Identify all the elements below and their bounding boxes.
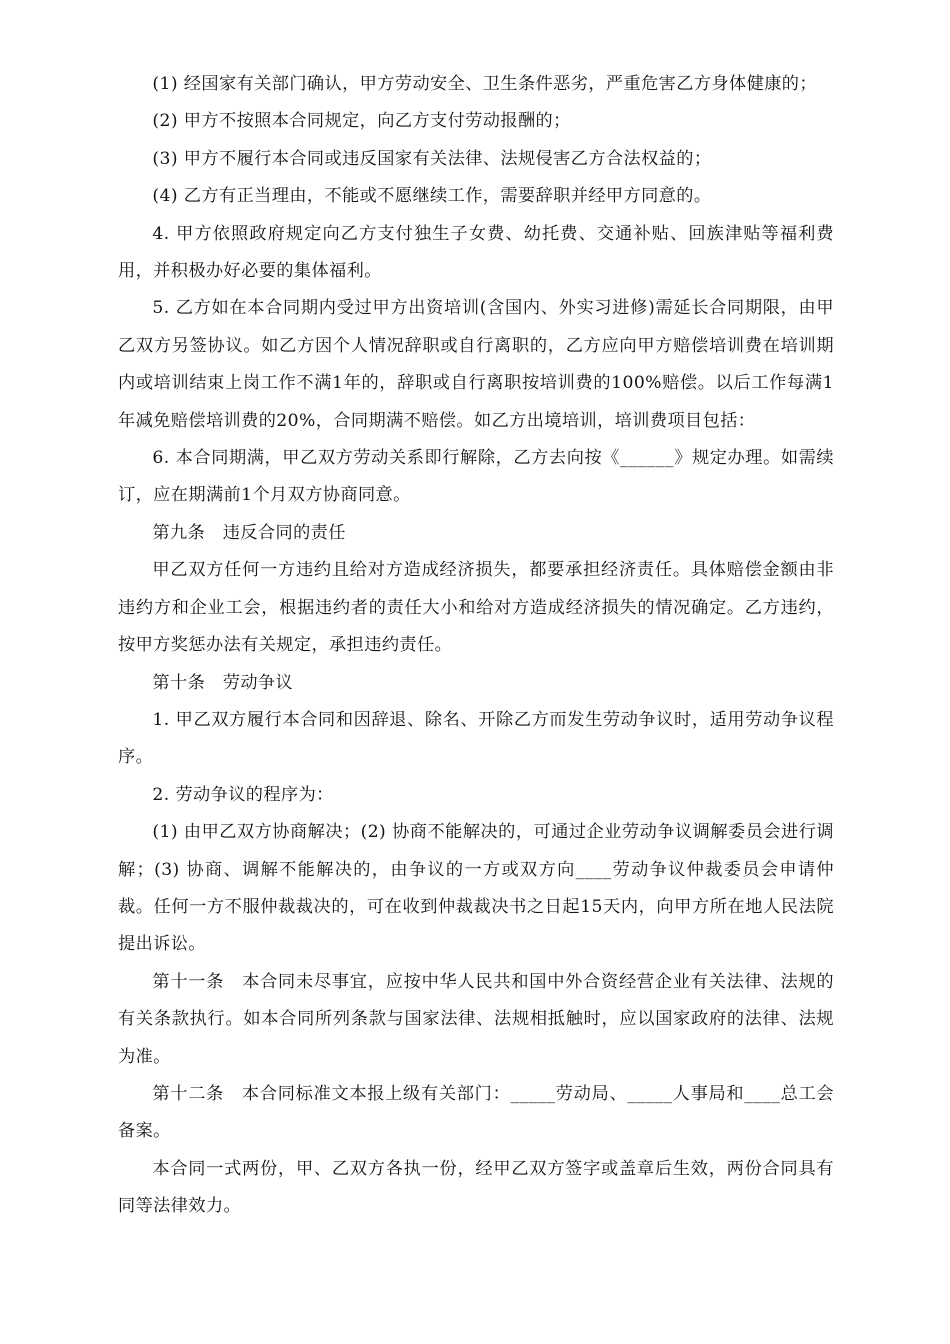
clause-item-1: (1) 经国家有关部门确认，甲方劳动安全、卫生条件恶劣，严重危害乙方身体健康的； [152, 74, 817, 94]
clause-item-2: (2) 甲方不按照本合同规定，向乙方支付劳动报酬的； [152, 111, 571, 132]
dispute-procedure: (1) 由甲乙双方协商解决；(2) 协商不能解决的，可通过企业劳动争议调解委员会进行调解；(3) 协商、调解不能解决的，由争议的一方或双方向____劳动争议仲裁委员会申请仲裁。任何一方不服仲裁裁决的，可在收到仲裁裁决书之日起15天内，向甲方所在地人民法院提出诉讼。 [118, 822, 834, 955]
article-10-item-2: 2. 劳动争议的程序为： [152, 784, 334, 805]
closing-paragraph: 本合同一式两份，甲、乙双方各执一份，经甲乙双方签字或盖章后生效，两份合同具有同等法律效力。 [118, 1158, 834, 1217]
article-9-heading: 第九条 违反合同的责任 [152, 522, 346, 543]
article-10-item-1: 1. 甲乙双方履行本合同和因辞退、除名、开除乙方而发生劳动争议时，适用劳动争议程序。 [118, 709, 834, 768]
article-10-heading: 第十条 劳动争议 [152, 672, 294, 693]
clause-item-3: (3) 甲方不履行本合同或违反国家有关法律、法规侵害乙方合法权益的； [152, 148, 712, 169]
clause-5-training: 5. 乙方如在本合同期内受过甲方出资培训(含国内、外实习进修)需延长合同期限，由甲乙双方另签协议。如乙方因个人情况辞职或自行离职的，乙方应向甲方赔偿培训费在培训期内或培训结束上岗工作不满1年的，辞职或自行离职按培训费的100%赔偿。以后工作每满1年减免赔偿培训费的20%，合同期满不赔偿。如乙方出境培训，培训费项目包括： [118, 298, 834, 431]
clause-6-expiry: 6. 本合同期满，甲乙双方劳动关系即行解除，乙方去向按《______》规定办理。如需续订，应在期满前1个月双方协商同意。 [118, 448, 834, 506]
clause-4-welfare: 4. 甲方依照政府规定向乙方支付独生子女费、幼托费、交通补贴、回族津贴等福利费用，并积极办好必要的集体福利。 [118, 223, 834, 282]
article-9-body: 甲乙双方任何一方违约且给对方造成经济损失，都要承担经济责任。具体赔偿金额由非违约方和企业工会，根据违约者的责任大小和给对方造成经济损失的情况确定。乙方违约，按甲方奖惩办法有关规定，承担违约责任。 [118, 560, 834, 656]
contract-body [118, 66, 834, 1226]
article-12: 第十二条 本合同标准文本报上级有关部门：_____劳动局、_____人事局和____总工会备案。 [118, 1083, 834, 1142]
article-11: 第十一条 本合同未尽事宜，应按中华人民共和国中外合资经营企业有关法律、法规的有关条款执行。如本合同所列条款与国家法律、法规相抵触时，应以国家政府的法律、法规为准。 [118, 971, 834, 1067]
clause-item-4: (4) 乙方有正当理由，不能或不愿继续工作，需要辞职并经甲方同意的。 [152, 186, 712, 207]
